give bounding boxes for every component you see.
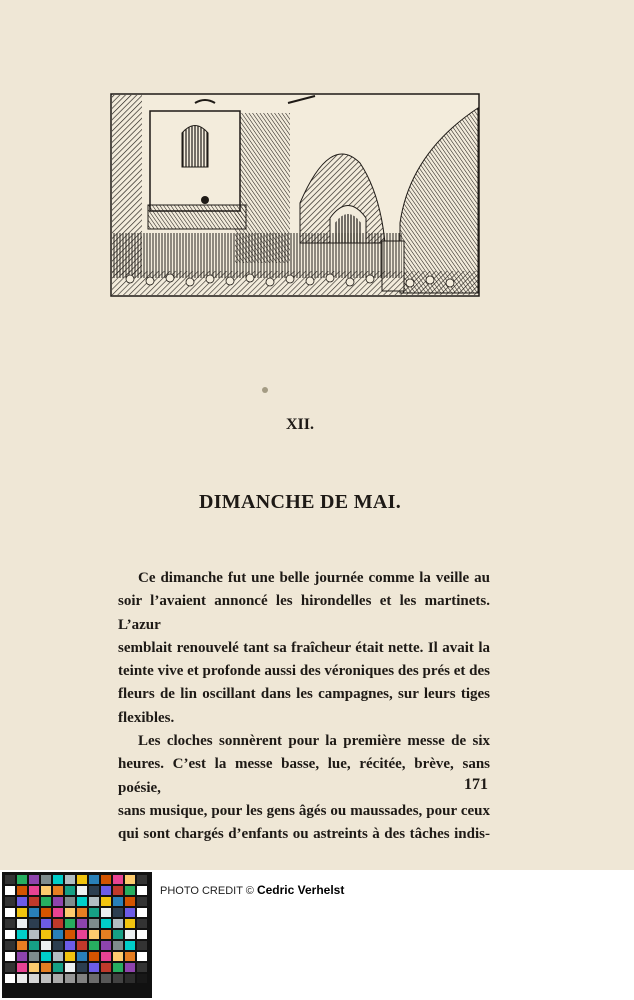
color-patch (41, 930, 51, 939)
body-text (118, 567, 490, 847)
color-patch (29, 875, 39, 884)
color-patch (65, 908, 75, 917)
color-patch (125, 941, 135, 950)
color-patch (89, 919, 99, 928)
color-patch (17, 974, 27, 983)
color-patch (17, 886, 27, 895)
color-patch (5, 897, 15, 906)
color-patch (101, 886, 111, 895)
color-patch (89, 908, 99, 917)
color-patch (137, 897, 147, 906)
color-patch (77, 963, 87, 972)
color-patch (89, 897, 99, 906)
color-patch (137, 919, 147, 928)
color-patch (53, 886, 63, 895)
color-patch (5, 963, 15, 972)
color-patch (29, 952, 39, 961)
color-patch (113, 875, 123, 884)
color-patch (65, 875, 75, 884)
color-patch (77, 941, 87, 950)
color-patch (5, 908, 15, 917)
color-patch (101, 941, 111, 950)
photo-credit-prefix: PHOTO CREDIT © (160, 885, 254, 897)
text-line: Ce dimanche fut une belle journée comme la veille au (138, 570, 490, 586)
text-line: fleurs de lin oscillant dans les campagnes, sur leurs tiges (118, 686, 490, 703)
chapter-title: DIMANCHE DE MAI. (198, 491, 402, 513)
color-patch (41, 974, 51, 983)
color-patch (89, 941, 99, 950)
text-line: Les cloches sonnèrent pour la première messe de six (138, 733, 490, 750)
color-patch (77, 952, 87, 961)
color-patch (17, 941, 27, 950)
color-patch (125, 952, 135, 961)
color-patch (5, 974, 15, 983)
color-patch (5, 886, 15, 895)
chapter-number: XII. (285, 416, 314, 433)
color-patch (41, 886, 51, 895)
color-patch (113, 908, 123, 917)
color-patch (137, 963, 147, 972)
color-patch (77, 930, 87, 939)
color-patch (113, 974, 123, 983)
color-patch (125, 963, 135, 972)
color-patch (137, 930, 147, 939)
color-patch (77, 897, 87, 906)
text-line: semblait renouvelé tant sa fraîcheur était nette. Il avait la (118, 639, 490, 656)
color-patch (125, 919, 135, 928)
color-patch (89, 886, 99, 895)
text-line: flexibles. (118, 709, 175, 726)
color-patch (65, 930, 75, 939)
color-patch (5, 952, 15, 961)
color-patch (65, 952, 75, 961)
color-patch (125, 897, 135, 906)
color-patch (89, 963, 99, 972)
color-patch (17, 897, 27, 906)
color-patch (125, 930, 135, 939)
color-patch (137, 908, 147, 917)
color-patch (53, 952, 63, 961)
color-patch (125, 974, 135, 983)
page-number: 171 (464, 776, 488, 793)
color-patch (29, 941, 39, 950)
color-patch (77, 908, 87, 917)
color-patch (101, 897, 111, 906)
color-patch (125, 908, 135, 917)
church-interior-illustration (110, 93, 480, 298)
color-patch (41, 919, 51, 928)
color-patch (53, 897, 63, 906)
color-patch (101, 875, 111, 884)
color-patch (113, 930, 123, 939)
color-patch (101, 974, 111, 983)
color-patch (29, 974, 39, 983)
color-patch (41, 875, 51, 884)
color-patch (65, 897, 75, 906)
color-patch (41, 941, 51, 950)
text-line: teinte vive et profonde aussi des véroniques des prés et des (118, 663, 490, 680)
color-patch (65, 974, 75, 983)
color-patch (113, 919, 123, 928)
color-patch (29, 886, 39, 895)
color-patch (41, 963, 51, 972)
text-line: qui sont chargés d’enfants ou astreints à des tâches indis- (118, 826, 490, 843)
text-line: heures. C’est la messe basse, lue, récitée, brève, sans poésie, (118, 756, 490, 796)
color-patch (137, 875, 147, 884)
color-patch (29, 919, 39, 928)
color-patch (113, 897, 123, 906)
color-patch (53, 919, 63, 928)
color-patch (17, 919, 27, 928)
color-patch (53, 941, 63, 950)
text-line: soir l’avaient annoncé les hirondelles et les martinets. L’azur (118, 593, 490, 633)
color-patch (17, 908, 27, 917)
color-patch (65, 919, 75, 928)
color-patch (29, 897, 39, 906)
color-patch (77, 919, 87, 928)
color-patch (89, 974, 99, 983)
color-patch (113, 952, 123, 961)
color-patch (29, 930, 39, 939)
ornament-dot (262, 387, 268, 393)
color-calibration-chart (2, 872, 152, 998)
color-patch (65, 941, 75, 950)
color-patch (137, 952, 147, 961)
color-patch (29, 963, 39, 972)
color-patch (101, 963, 111, 972)
color-patch (101, 930, 111, 939)
color-patch (5, 930, 15, 939)
color-patch (125, 875, 135, 884)
color-patch (17, 963, 27, 972)
color-patch (77, 875, 87, 884)
color-patch (41, 897, 51, 906)
color-patch (137, 886, 147, 895)
color-patch (89, 875, 99, 884)
color-patch (53, 875, 63, 884)
color-patch (77, 886, 87, 895)
color-patch (125, 886, 135, 895)
color-patch (53, 963, 63, 972)
color-patch (113, 963, 123, 972)
color-patch (137, 941, 147, 950)
color-patch (65, 963, 75, 972)
color-patch (41, 908, 51, 917)
color-patch (5, 919, 15, 928)
color-patch (101, 919, 111, 928)
color-patch (53, 930, 63, 939)
color-patch (53, 974, 63, 983)
color-patch (89, 930, 99, 939)
color-patch (77, 974, 87, 983)
color-patch (5, 875, 15, 884)
color-patch (17, 875, 27, 884)
color-patch (65, 886, 75, 895)
color-patch (137, 974, 147, 983)
text-line: sans musique, pour les gens âgés ou maussades, pour ceux (118, 802, 490, 819)
color-patch (89, 952, 99, 961)
color-patch (29, 908, 39, 917)
color-patch (53, 908, 63, 917)
color-patch (113, 941, 123, 950)
color-patch (101, 952, 111, 961)
color-patch (113, 886, 123, 895)
color-patch (17, 930, 27, 939)
color-patch (41, 952, 51, 961)
photographer-name: Cedric Verhelst (256, 883, 345, 897)
color-patch (5, 941, 15, 950)
color-patch (101, 908, 111, 917)
color-patch (17, 952, 27, 961)
photo-credit (160, 883, 344, 897)
